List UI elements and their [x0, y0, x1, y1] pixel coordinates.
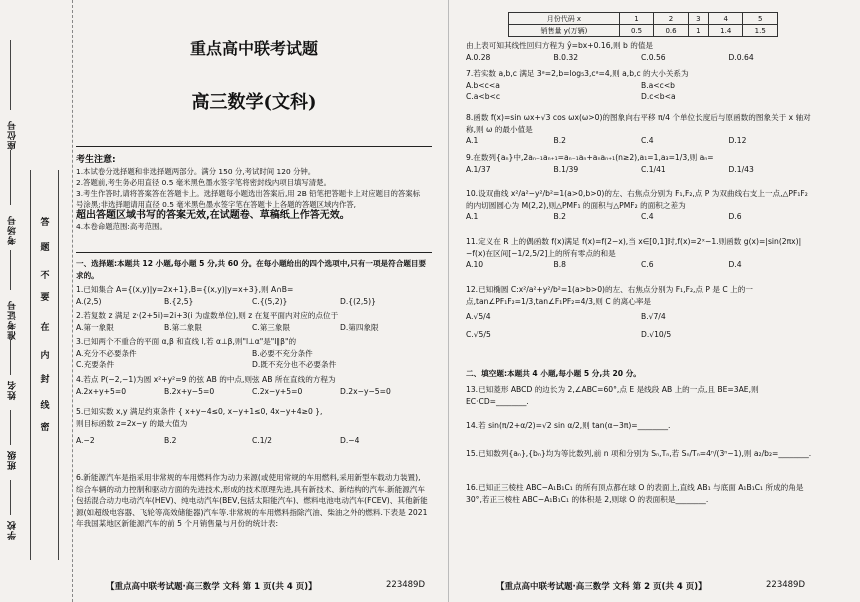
name-label: 姓名 — [8, 380, 18, 400]
option: A.1 — [466, 212, 479, 221]
page-footer: 【重点高中联考试题·高三数学 文科 第 1 页(共 4 页)】 — [106, 582, 317, 592]
question-stem: 6.新能源汽车是指采用非常规的车用燃料作为动力来源(或使用常规的车用燃料,采用新型车载动力装置),综合车辆的动力控制和驱动方面的先进技术,形成的技术原理先进,具有新技术、新结构的汽车.新能源汽车包括混合动力电动汽车(HEV)、纯电动汽车(BEV,包括太阳能汽车)、燃料电池电动汽车(FCEV)、其他新能源(如超级电容器、飞轮等高效储能器)汽车等.非常规的车用燃料指除汽油、柴油之外的燃料.下表是 2021 年我国某地区新能源汽车的前 5 个月销售量与月份的统计表: — [76, 473, 428, 528]
option: A.1 — [466, 136, 479, 145]
option: C.0.56 — [641, 52, 666, 62]
option: C.4 — [641, 212, 654, 221]
page-1 — [76, 8, 432, 592]
question-2 — [76, 310, 428, 333]
option: A.(2,5) — [76, 296, 102, 306]
option: C.a<b<c — [466, 92, 501, 101]
question-14: 14.若 sin(π/2+α/2)=√2 sin α/2,则 tan(α−3π)=________. — [466, 421, 671, 430]
option: B.8 — [553, 260, 566, 269]
seal-line-right — [58, 170, 59, 560]
option: D.6 — [728, 212, 742, 221]
option: B.1/39 — [553, 164, 579, 174]
paper-code: 223489D — [386, 580, 425, 590]
question-7 — [466, 68, 816, 103]
name-line — [10, 340, 11, 375]
paper-code: 223489D — [766, 580, 805, 590]
question-stem: 12.已知椭圆 C:x²/a²+y²/b²=1(a>b>0)的左、右焦点分别为 F₁,F₂,点 P 是 C 上的一点,tan∠PF₁F₂=1/3,tan∠F₁PF₂=4/3,则 C 的离心率是 — [466, 285, 753, 306]
question-stem: 8.函数 f(x)=sin ωx+√3 cos ωx(ω>0)的图象向右平移 π/4 个单位长度后与原函数的图象关于 x 轴对称,则 ω 的最小值是 — [466, 113, 811, 134]
option: C.6 — [641, 260, 654, 269]
exam-room-label: 考场号 — [8, 215, 18, 245]
option: B.2 — [553, 136, 566, 145]
page-2 — [466, 8, 816, 592]
seat-number-line — [10, 40, 11, 110]
question-stem: 5.已知实数 x,y 满足约束条件 { x+y−4≤0, x−y+1≤0, 4x−y+4≥0 }, — [76, 407, 323, 416]
sales-table — [508, 12, 778, 37]
question-10 — [466, 188, 816, 223]
option: B.{2,5} — [164, 296, 194, 306]
question-16: 16.已知正三棱柱 ABC−A₁B₁C₁ 的所有顶点都在球 O 的表面上,直线 AB₁ 与底面 A₁B₁C₁ 所成的角是 30°,若正三棱柱 ABC−A₁B₁C₁ 的体积是 2,则球 O 的表面积是________. — [466, 483, 804, 504]
table-cell: 3 — [688, 13, 708, 25]
question-4 — [76, 374, 428, 397]
question-6 — [76, 472, 428, 530]
table-row — [509, 13, 778, 25]
class-label: 班级 — [8, 450, 18, 470]
seal-char: 题 — [40, 243, 50, 253]
option: A.b<c<a — [466, 80, 500, 90]
option: D.√10/5 — [641, 329, 672, 339]
notice-item: 1.本试卷分选择题和非选择题两部分。满分 150 分,考试时间 120 分钟。 — [76, 167, 316, 176]
option: B.2x+y−5=0 — [164, 386, 215, 396]
option: A.2x+y+5=0 — [76, 386, 127, 396]
option: C.2x−y+5=0 — [252, 386, 303, 396]
question-stem: 由上表可知其线性回归方程为 ŷ=bx+0.16,则 b 的值是 — [466, 41, 654, 50]
seal-line-left — [30, 170, 31, 560]
question-stem: 4.若点 P(−2,−1)为圆 x²+y²=9 的弦 AB 的中点,则弦 AB 所在直线的方程为 — [76, 375, 336, 384]
option: D.12 — [728, 136, 747, 145]
question-stem: 3.已知两个不重合的平面 α,β 和直线 l,若 α⊥β,则"l⊥α"是"l∥β"的 — [76, 337, 297, 346]
question-stem: 11.定义在 R 上的偶函数 f(x)满足 f(x)=f(2−x),当 x∈[0,1]时,f(x)=2ˣ−1.则函数 g(x)=|sin(2πx)|−f(x)在区间[−1/2,5/2]上的所有零点的和是 — [466, 237, 802, 258]
question-11 — [466, 236, 816, 271]
table-cell: 1.5 — [743, 25, 778, 37]
question-1 — [76, 284, 428, 307]
option: A.−2 — [76, 436, 95, 445]
option: B.必要不充分条件 — [252, 348, 313, 358]
table-cell: 销售量 y(万辆) — [509, 25, 620, 37]
seal-char: 不 — [40, 271, 50, 281]
question-5 — [76, 406, 428, 447]
exam-title: 重点高中联考试题 — [189, 39, 318, 58]
question-3 — [76, 336, 428, 371]
option: C.充要条件 — [76, 360, 115, 369]
option: A.0.28 — [466, 52, 491, 62]
option: D.0.64 — [728, 52, 754, 62]
option: D.既不充分也不必要条件 — [252, 360, 337, 369]
binding-strip — [0, 0, 73, 602]
option: B.2 — [164, 436, 177, 445]
question-stem: 1.已知集合 A={(x,y)|y=2x+1},B={(x,y)|y=x+3},则 A∩B= — [76, 285, 294, 294]
question-stem: 10.设双曲线 x²/a²−y²/b²=1(a>0,b>0)的左、右焦点分别为 F₁,F₂,点 P 为双曲线右支上一点,△PF₁F₂ 的内切圆圆心为 M(2,2),则△PMF₁ 的面积与△PMF₂ 的面积之差为 — [466, 189, 808, 210]
question-15: 15.已知数列{aₙ},{bₙ}均为等比数列,前 n 项和分别为 Sₙ,Tₙ,若 Sₙ/Tₙ=4ⁿ/(3ⁿ−1),则 a₂/b₂=________. — [466, 449, 812, 458]
option: B.√7/4 — [641, 312, 666, 321]
seal-char: 在 — [40, 323, 50, 333]
school-label: 学校 — [8, 520, 18, 540]
school-line — [10, 480, 11, 515]
option: A.第一象限 — [76, 322, 114, 332]
seat-number-label: 座位号 — [8, 120, 18, 150]
table-cell: 0.5 — [619, 25, 653, 37]
option: C.第三象限 — [252, 322, 291, 332]
seal-char: 要 — [40, 293, 50, 303]
table-cell: 1 — [688, 25, 708, 37]
table-row — [509, 25, 778, 37]
option: C.{(5,2)} — [252, 296, 288, 306]
table-cell: 1 — [619, 13, 653, 25]
page-fold — [448, 0, 449, 602]
table-cell: 月份代码 x — [509, 13, 620, 25]
admission-number-label: 准考证号 — [8, 300, 18, 340]
page-footer: 【重点高中联考试题·高三数学 文科 第 2 页(共 4 页)】 — [496, 582, 707, 592]
option: D.2x−y−5=0 — [340, 386, 391, 396]
question-6-cont — [466, 40, 816, 63]
option: C.√5/5 — [466, 329, 491, 339]
table-cell: 1.4 — [708, 25, 742, 37]
seal-char: 密 — [40, 423, 50, 433]
notice-heading: 考生注意: — [76, 155, 116, 165]
question-stem: 2.若复数 z 满足 z·(2+5i)=2i+3(i 为虚数单位),则 z 在复平面内对应的点位于 — [76, 311, 339, 320]
option: C.4 — [641, 136, 654, 145]
option: B.2 — [553, 212, 566, 221]
notice-item: 2.答题前,考生务必用直径 0.5 毫米黑色墨水签字笔将密封线内项目填写清楚。 — [76, 178, 331, 187]
notice-item-emphasis: 超出答题区域书写的答案无效,在试题卷、草稿纸上作答无效。 — [76, 210, 350, 221]
question-stem: 7.若实数 a,b,c 满足 3ᵃ=2,b=log₅3,cᵃ=4,则 a,b,c 的大小关系为 — [466, 69, 689, 78]
question-12 — [466, 284, 816, 340]
option: A.充分不必要条件 — [76, 348, 137, 358]
option: D.−4 — [340, 436, 360, 445]
question-8 — [466, 112, 816, 147]
option: D.c<b<a — [641, 92, 676, 101]
question-stem: 9.在数列{aₙ}中,2aₙ₋₁aₙ₊₁=aₙ₋₁aₙ+aₙaₙ₊₁(n≥2),a₁=1,a₃=1/3,则 aₙ= — [466, 153, 714, 162]
class-line — [10, 410, 11, 445]
table-cell: 4 — [708, 13, 742, 25]
notice-box — [76, 154, 426, 232]
table-cell: 0.6 — [654, 25, 688, 37]
seal-char: 内 — [40, 351, 50, 361]
seal-char: 答 — [40, 218, 50, 228]
option: B.0.32 — [553, 52, 579, 62]
table-cell: 5 — [743, 13, 778, 25]
seal-char: 线 — [40, 401, 50, 411]
option: D.第四象限 — [340, 322, 379, 332]
section-choice-heading: 一、选择题:本题共 12 小题,每小题 5 分,共 60 分。在每小题给出的四个选项中,只有一项是符合题目要求的。 — [76, 259, 427, 280]
question-stem-cont: 则目标函数 z=2x−y 的最大值为 — [76, 418, 188, 428]
section-fill-heading: 二、填空题:本题共 4 小题,每小题 5 分,共 20 分。 — [466, 369, 641, 378]
option: D.{(2,5)} — [340, 296, 376, 306]
seal-char: 封 — [40, 375, 50, 385]
question-13: 13.已知菱形 ABCD 的边长为 2,∠ABC=60°,点 E 是线段 AB 上的一点,且 BE=3AE,则 EC·CD=________. — [466, 385, 759, 406]
option: A.1/37 — [466, 164, 491, 174]
notice-item: 3.考生作答时,请将答案答在答题卡上。选择题每小题选出答案后,用 2B 铅笔把答题卡上对应题目的答案标号涂黑;非选择题请用直径 0.5 毫米黑色墨水签字笔在答题卡上各题的答题区域内作答, — [76, 189, 421, 209]
option: D.1/43 — [728, 164, 754, 174]
notice-item: 4.本卷命题范围:高考范围。 — [76, 222, 167, 231]
exam-room-line — [10, 150, 11, 205]
question-9 — [466, 152, 816, 175]
exam-subtitle: 高三数学(文科) — [191, 92, 317, 113]
divider — [76, 146, 432, 147]
option: D.4 — [728, 260, 742, 269]
admission-number-line — [10, 250, 11, 290]
option: C.1/2 — [252, 436, 272, 445]
option: B.第二象限 — [164, 322, 202, 332]
divider — [76, 252, 432, 253]
option: B.a<c<b — [641, 80, 675, 90]
option: A.√5/4 — [466, 312, 491, 321]
table-cell: 2 — [654, 13, 688, 25]
option: C.1/41 — [641, 164, 666, 174]
option: A.10 — [466, 260, 484, 269]
